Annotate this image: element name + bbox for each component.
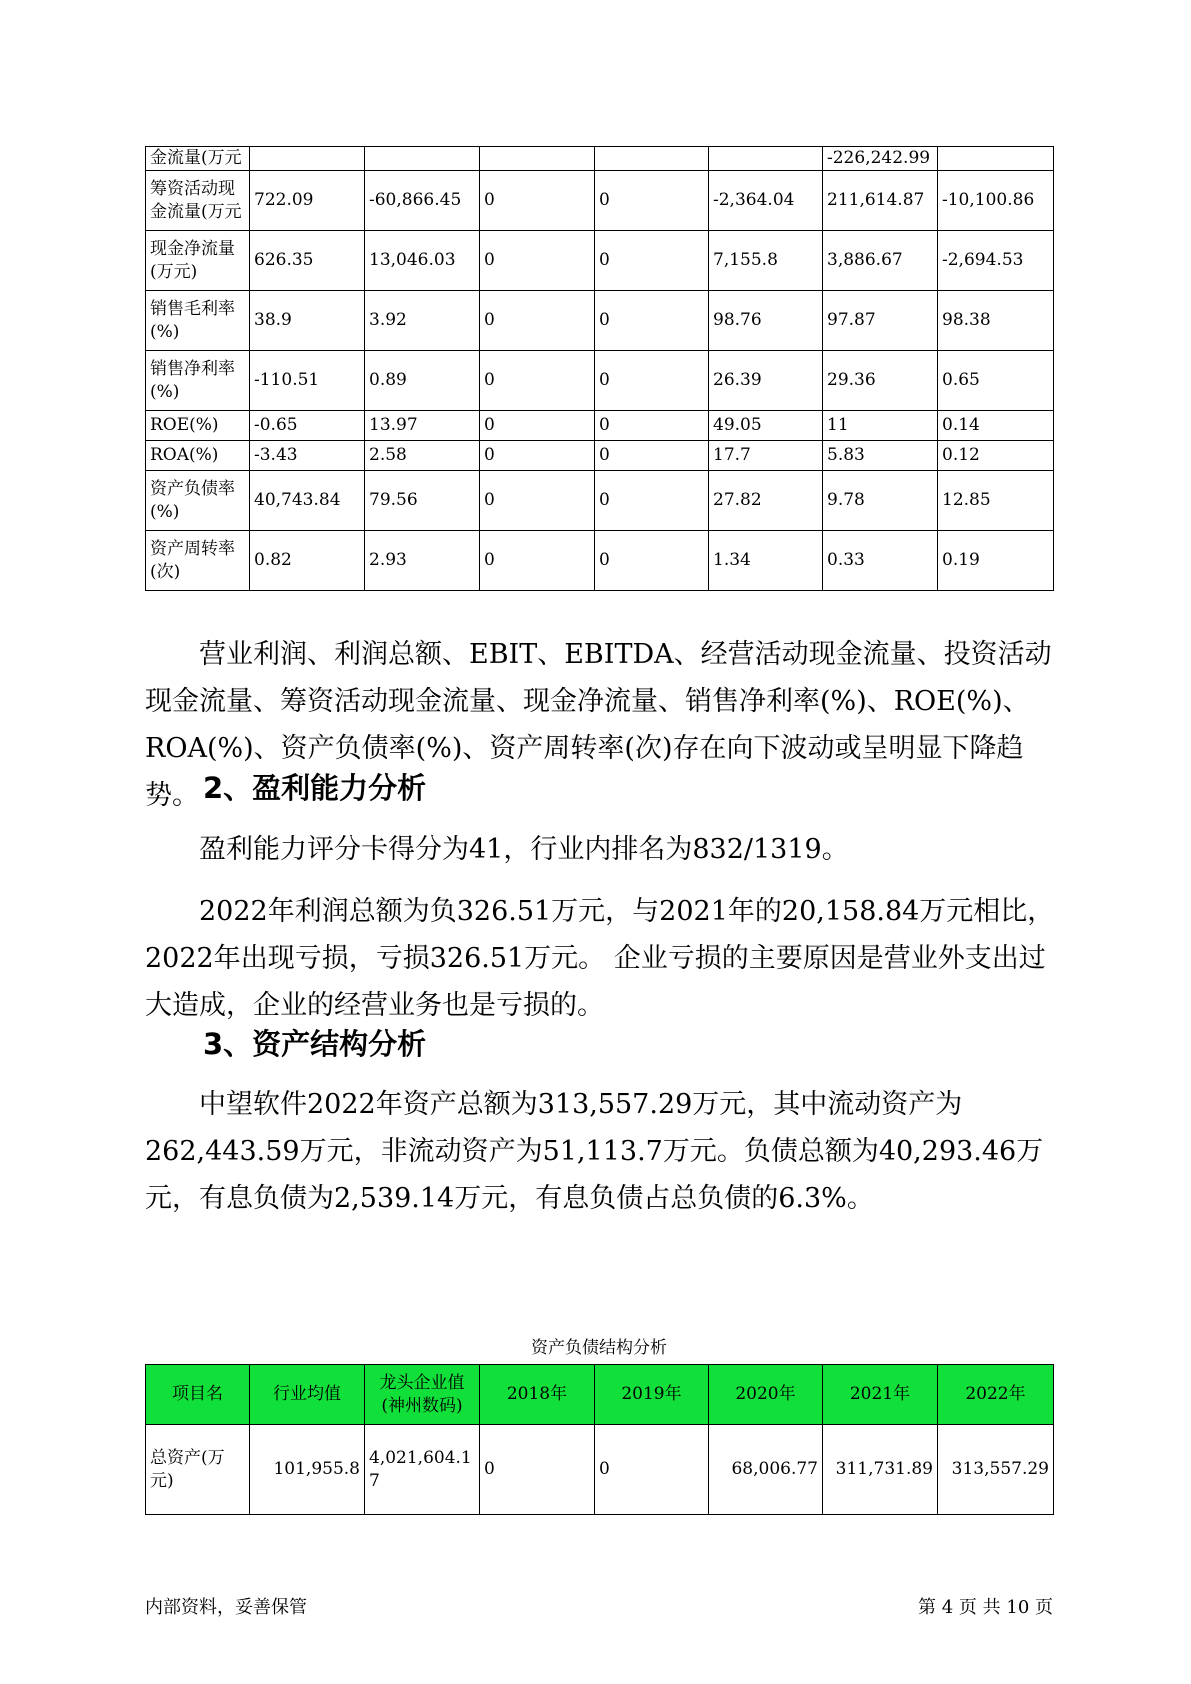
table-cell: 13,046.03 — [365, 231, 480, 291]
table-cell: 0.12 — [938, 441, 1054, 471]
table-cell: 7,155.8 — [709, 231, 823, 291]
column-header: 行业均值 — [250, 1365, 365, 1425]
table-cell: 0.19 — [938, 531, 1054, 591]
table-cell: -10,100.86 — [938, 171, 1054, 231]
table-cell: 0 — [480, 531, 595, 591]
table-cell: 313,557.29 — [938, 1425, 1054, 1515]
table-cell: 0 — [480, 441, 595, 471]
column-header: 龙头企业值(神州数码) — [365, 1365, 480, 1425]
table-row — [146, 291, 1054, 351]
table-cell: -2,364.04 — [709, 171, 823, 231]
table-cell: 626.35 — [250, 231, 365, 291]
table-cell: 26.39 — [709, 351, 823, 411]
table-row — [146, 231, 1054, 291]
table-cell: 38.9 — [250, 291, 365, 351]
table-cell: 27.82 — [709, 471, 823, 531]
table-cell: 211,614.87 — [823, 171, 938, 231]
table-row — [146, 147, 1054, 171]
table-cell: 3,886.67 — [823, 231, 938, 291]
table-cell: -60,866.45 — [365, 171, 480, 231]
asset-structure-paragraph: 中望软件2022年资产总额为313,557.29万元，其中流动资产为262,443.59万元，非流动资产为51,113.7万元。负债总额为40,293.46万元，有息负债为2,539.14万元，有息负债占总负债的6.3%。 — [145, 1089, 1044, 1214]
column-header: 2019年 — [595, 1365, 709, 1425]
section-heading-profitability: 2、盈利能力分析 — [203, 771, 427, 805]
table-cell: 4,021,604.17 — [365, 1425, 480, 1515]
table-cell: 79.56 — [365, 471, 480, 531]
table-cell: 722.09 — [250, 171, 365, 231]
table-cell: 0 — [480, 1425, 595, 1515]
table-row — [146, 351, 1054, 411]
row-label-cell: 资产负债率(%) — [146, 471, 250, 531]
table-cell: -3.43 — [250, 441, 365, 471]
table-cell: 0 — [595, 411, 709, 441]
table-cell — [365, 147, 480, 171]
profitability-score-paragraph: 盈利能力评分卡得分为41，行业内排名为832/1319。 — [199, 834, 849, 865]
section-heading-asset-structure: 3、资产结构分析 — [203, 1027, 427, 1061]
row-label-cell: 销售净利率(%) — [146, 351, 250, 411]
row-label-cell: 筹资活动现金流量(万元 — [146, 171, 250, 231]
table-caption: 资产负债结构分析 — [531, 1338, 667, 1358]
table-cell: 17.7 — [709, 441, 823, 471]
table-cell: 0.89 — [365, 351, 480, 411]
table-cell — [595, 147, 709, 171]
column-header: 2022年 — [938, 1365, 1054, 1425]
table-cell: 98.38 — [938, 291, 1054, 351]
row-label-cell: 销售毛利率(%) — [146, 291, 250, 351]
table-cell: 0.14 — [938, 411, 1054, 441]
table-cell — [480, 147, 595, 171]
table-cell: 0 — [480, 231, 595, 291]
table-cell: 3.92 — [365, 291, 480, 351]
table-cell: 0 — [480, 291, 595, 351]
table-cell: 0 — [595, 531, 709, 591]
table-cell: -110.51 — [250, 351, 365, 411]
table-cell: 2.58 — [365, 441, 480, 471]
table-cell: 311,731.89 — [823, 1425, 938, 1515]
table-cell: 1.34 — [709, 531, 823, 591]
table-cell: 49.05 — [709, 411, 823, 441]
table-cell: 101,955.8 — [250, 1425, 365, 1515]
table-cell: 0 — [595, 351, 709, 411]
row-label-cell: ROE(%) — [146, 411, 250, 441]
table-cell: 2.93 — [365, 531, 480, 591]
table-row — [146, 531, 1054, 591]
table-cell: 0.82 — [250, 531, 365, 591]
table-cell: 13.97 — [365, 411, 480, 441]
table-cell: 0 — [595, 291, 709, 351]
table-cell — [250, 147, 365, 171]
table-row — [146, 411, 1054, 441]
table-cell: 0 — [595, 231, 709, 291]
table-cell: 0 — [595, 471, 709, 531]
asset-liability-structure-table — [145, 1364, 1054, 1515]
table-cell: 0 — [595, 1425, 709, 1515]
column-header: 2018年 — [480, 1365, 595, 1425]
table-cell: 0 — [480, 411, 595, 441]
table-cell: 40,743.84 — [250, 471, 365, 531]
table-row — [146, 471, 1054, 531]
table-cell: 5.83 — [823, 441, 938, 471]
table-cell: 98.76 — [709, 291, 823, 351]
table-cell: 12.85 — [938, 471, 1054, 531]
row-label-cell: 现金净流量(万元) — [146, 231, 250, 291]
column-header: 项目名 — [146, 1365, 250, 1425]
table-cell: -0.65 — [250, 411, 365, 441]
profit-analysis-paragraph: 2022年利润总额为负326.51万元，与2021年的20,158.84万元相比，2022年出现亏损，亏损326.51万元。 企业亏损的主要原因是营业外支出过大造成，企业的经营业务也是亏损的。 — [145, 896, 1055, 1021]
column-header: 2021年 — [823, 1365, 938, 1425]
row-label-cell: 总资产(万元) — [146, 1425, 250, 1515]
table-cell: 0 — [595, 171, 709, 231]
table-cell: 0.65 — [938, 351, 1054, 411]
table-cell: -226,242.99 — [823, 147, 938, 171]
table-cell: 11 — [823, 411, 938, 441]
table-cell: 0.33 — [823, 531, 938, 591]
row-label-cell: 资产周转率(次) — [146, 531, 250, 591]
trend-summary-paragraph: 营业利润、利润总额、EBIT、EBITDA、经营活动现金流量、投资活动现金流量、筹资活动现金流量、现金净流量、销售净利率(%)、ROE(%)、ROA(%)、资产负债率(%)、资产周转率(次)存在向下波动或呈明显下降趋势。 — [145, 639, 1052, 811]
table-cell — [938, 147, 1054, 171]
footer-confidential-note: 内部资料，妥善保管 — [145, 1597, 307, 1618]
financial-indicators-table — [145, 146, 1054, 591]
column-header: 2020年 — [709, 1365, 823, 1425]
table-cell: 0 — [480, 471, 595, 531]
table-cell: 68,006.77 — [709, 1425, 823, 1515]
footer-page-number: 第 4 页 共 10 页 — [918, 1597, 1053, 1618]
table-cell: 29.36 — [823, 351, 938, 411]
table-cell: 0 — [480, 171, 595, 231]
table-row — [146, 1425, 1054, 1515]
table-cell: 9.78 — [823, 471, 938, 531]
table-cell: 0 — [595, 441, 709, 471]
row-label-cell: 金流量(万元 — [146, 147, 250, 171]
table-row — [146, 171, 1054, 231]
table-cell — [709, 147, 823, 171]
table-cell: 97.87 — [823, 291, 938, 351]
table-cell: -2,694.53 — [938, 231, 1054, 291]
table-header-row — [146, 1365, 1054, 1425]
row-label-cell: ROA(%) — [146, 441, 250, 471]
table-row — [146, 441, 1054, 471]
table-cell: 0 — [480, 351, 595, 411]
